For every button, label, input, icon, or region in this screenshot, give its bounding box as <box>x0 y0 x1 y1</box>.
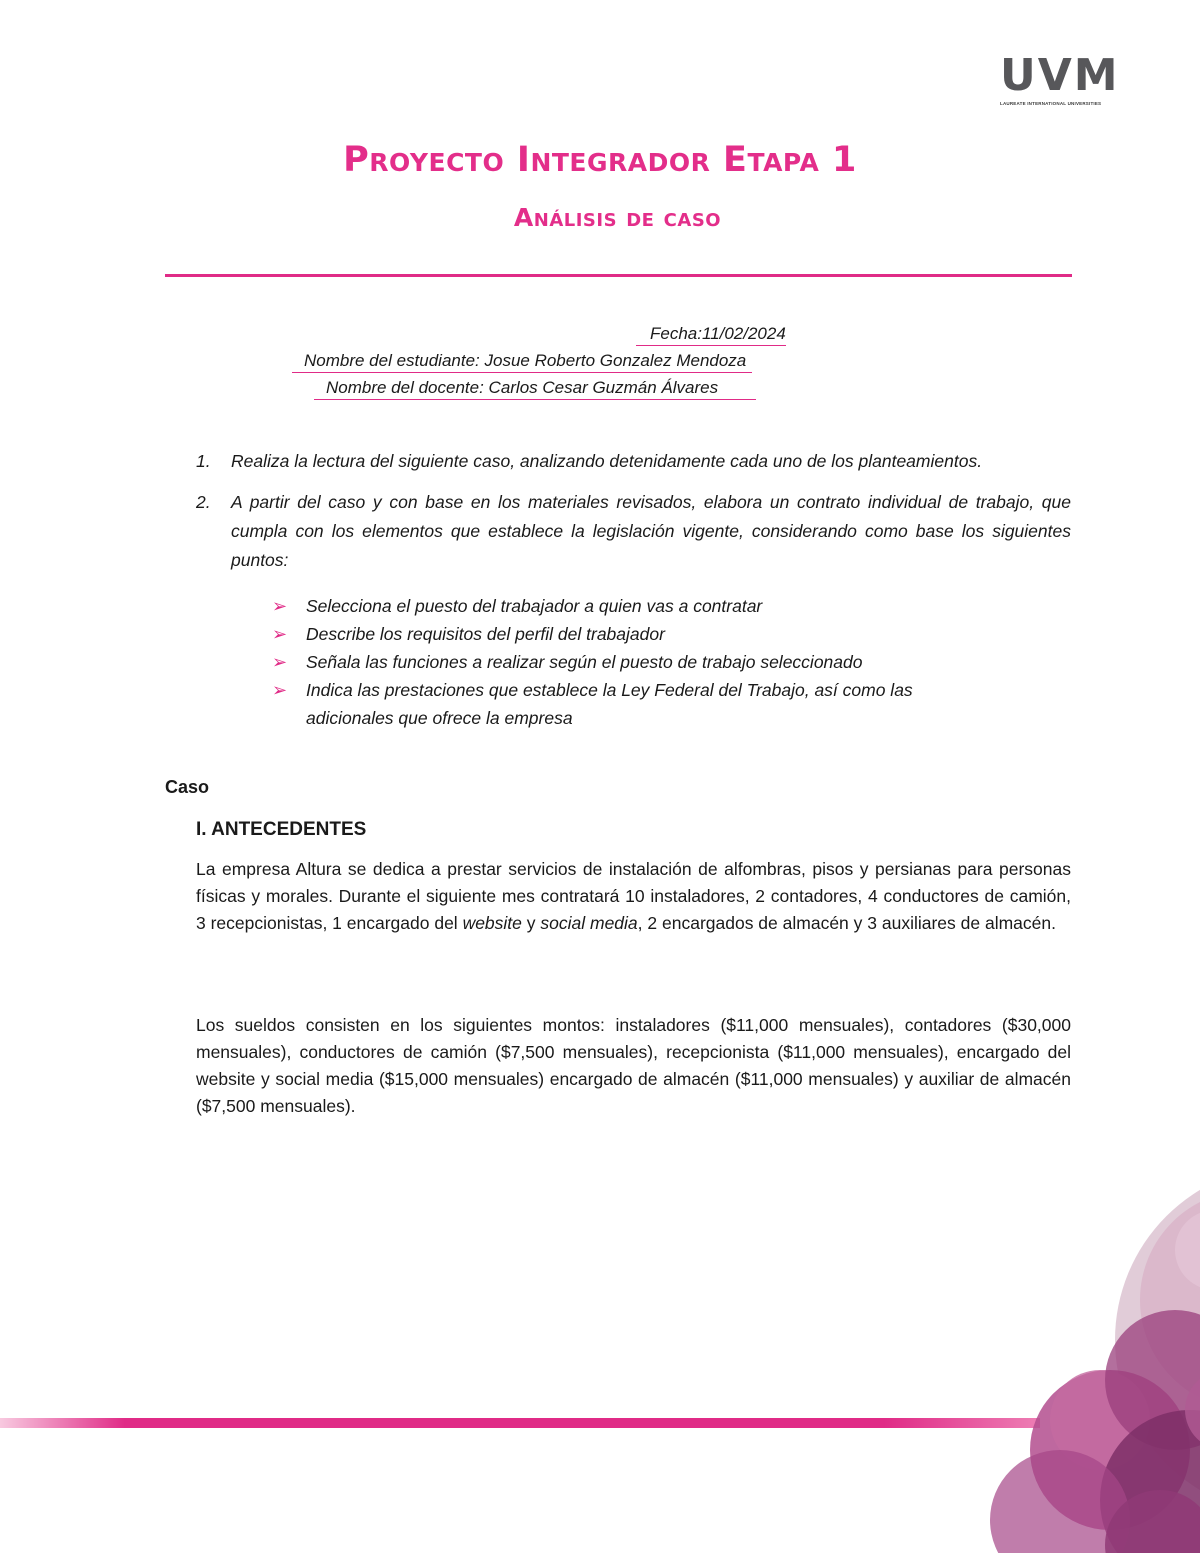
logo-wordmark: UVM <box>1000 50 1120 101</box>
list-item <box>272 620 972 648</box>
list-item-text: Indica las prestaciones que establece la Ley Federal del Trabajo, así como las adicionales que ofrece la empresa <box>306 680 913 728</box>
decor-circle <box>1105 1490 1200 1553</box>
salaries-paragraph: Los sueldos consisten en los siguientes montos: instaladores ($11,000 mensuales), contadores ($30,000 mensuales), conductores de camión ($7,500 mensuales), recepcionista ($11,000 mensuales), encargado del website y social media ($15,000 mensuales) encargado de almacén ($11,000 mensuales) y auxiliar de almacén ($7,500 mensuales). <box>196 1015 1071 1116</box>
case-heading: Caso <box>165 777 210 797</box>
arrow-bullet-icon: ➢ <box>272 680 288 700</box>
decor-circle <box>1100 1410 1200 1553</box>
document-subtitle: Análisis de caso <box>513 203 722 232</box>
list-item-text: Selecciona el puesto del trabajador a quien vas a contratar <box>306 596 763 616</box>
student-name-field: Nombre del estudiante: Josue Roberto Gonzalez Mendoza <box>292 350 752 373</box>
decor-circle <box>1105 1310 1200 1450</box>
list-item-text: Describe los requisitos del perfil del trabajador <box>306 624 665 644</box>
instruction-number: 1. <box>196 451 211 471</box>
list-item <box>272 676 956 732</box>
decor-circle <box>1140 1190 1200 1410</box>
instruction-number: 2. <box>196 492 211 512</box>
section-heading: I. ANTECEDENTES <box>196 819 367 840</box>
arrow-bullet-icon: ➢ <box>272 596 288 616</box>
arrow-bullet-icon: ➢ <box>272 624 288 644</box>
instruction-text: Realiza la lectura del siguiente caso, analizando detenidamente cada uno de los planteamientos. <box>231 451 983 471</box>
instruction-item <box>196 488 1071 575</box>
date-field: Fecha:11/02/2024 <box>636 323 786 346</box>
decor-circle <box>1050 1370 1150 1470</box>
document-title: Proyecto Integrador Etapa 1 <box>343 140 857 180</box>
decor-circle <box>990 1450 1130 1553</box>
decor-circle <box>1030 1370 1190 1530</box>
list-item <box>272 592 972 620</box>
footer-band <box>0 1418 1040 1428</box>
list-item <box>272 648 972 676</box>
title-divider <box>165 274 1072 277</box>
arrow-bullet-icon: ➢ <box>272 652 288 672</box>
decor-circle <box>1115 1165 1200 1515</box>
logo-tagline: LAUREATE INTERNATIONAL UNIVERSITIES <box>1000 101 1102 106</box>
list-item-text: Señala las funciones a realizar según el puesto de trabajo seleccionado <box>306 652 863 672</box>
case-paragraph: La empresa Altura se dedica a prestar servicios de instalación de alfombras, pisos y persianas para personas físicas y morales. Durante el siguiente mes contratará 10 instaladores, 2 contadores, 4 conductores de camión, 3 recepcionistas, 1 encargado del website y social media, 2 encargados de almacén y 3 auxiliares de almacén. <box>196 859 1071 933</box>
teacher-name-field: Nombre del docente: Carlos Cesar Guzmán Álvares <box>314 377 756 400</box>
decor-circle <box>1175 1210 1200 1290</box>
uvm-logo <box>1000 50 1125 106</box>
requirements-list <box>272 592 972 732</box>
instruction-text: A partir del caso y con base en los materiales revisados, elabora un contrato individual de trabajo, que cumpla con los elementos que establece la legislación vigente, considerando como base los siguientes puntos: <box>231 492 1071 570</box>
instruction-item <box>196 447 1071 476</box>
decor-circle <box>1185 1370 1200 1450</box>
